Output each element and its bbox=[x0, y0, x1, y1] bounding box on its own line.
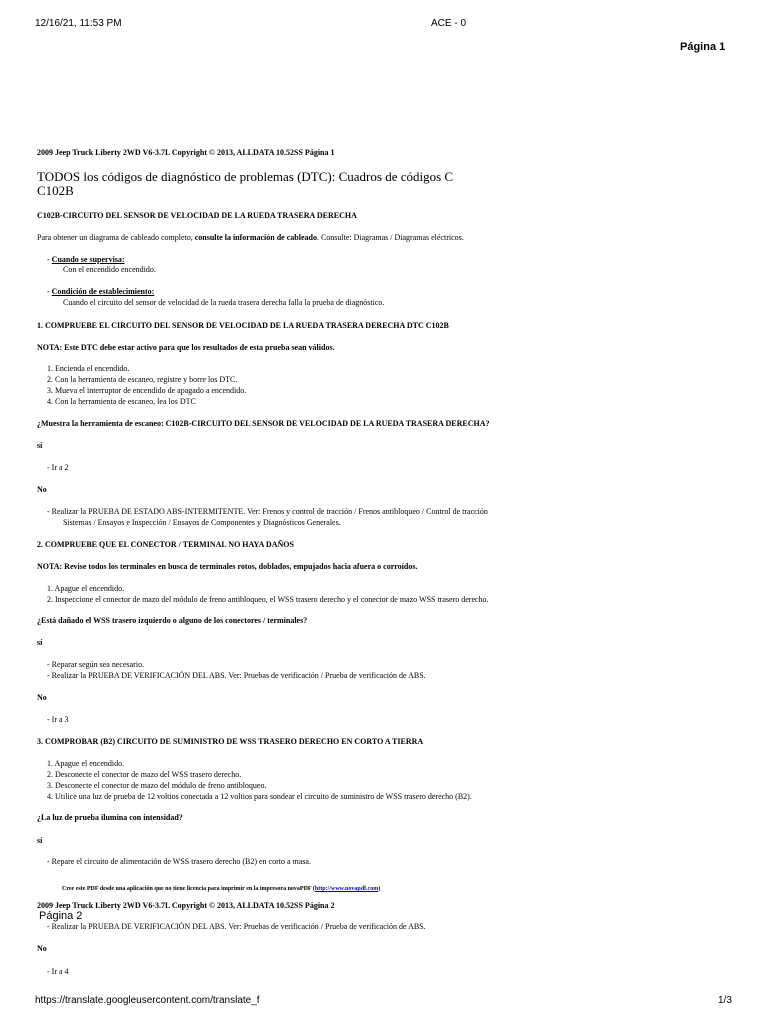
doc-header-2: 2009 Jeep Truck Liberty 2WD V6-3.7L Copyright © 2013, ALLDATA 10.52SS Página 2 bbox=[37, 901, 335, 910]
wiring-paragraph bbox=[37, 233, 464, 242]
condition-label: Condición de establecimiento: bbox=[51, 287, 155, 296]
step3-no-action: - Ir a 4 bbox=[47, 967, 69, 976]
step1-question: ¿Muestra la herramienta de escaneo: C102B-CIRCUITO DEL SENSOR DE VELOCIDAD DE LA RUEDA TRASERA DERECHA? bbox=[37, 419, 490, 428]
wiring-link-text: consulte la información de cableado bbox=[194, 233, 317, 242]
step3-heading: 3. COMPROBAR (B2) CIRCUITO DE SUMINISTRO DE WSS TRASERO DERECHO EN CORTO A TIERRA bbox=[37, 737, 424, 746]
doc-title-line1: TODOS los códigos de diagnóstico de problemas (DTC): Cuadros de códigos C bbox=[37, 169, 454, 184]
wiring-prefix: Para obtener un diagrama de cableado completo, bbox=[37, 233, 195, 242]
section-heading: C102B-CIRCUITO DEL SENSOR DE VELOCIDAD DE LA RUEDA TRASERA DERECHA bbox=[37, 211, 357, 220]
step2-item-2: 2. Inspeccione el conector de mazo del módulo de freno antibloqueo, el WSS trasero derecho y el conector de mazo WSS trasero derecho. bbox=[47, 595, 489, 604]
page-label-1: Página 1 bbox=[680, 41, 726, 53]
print-datetime: 12/16/21, 11:53 PM bbox=[35, 18, 122, 29]
step1-item-1: 1. Encienda el encendido. bbox=[47, 364, 130, 373]
step3-item-1: 1. Apague el encendido. bbox=[47, 759, 125, 768]
step1-no-action-1: - Realizar la PRUEBA DE ESTADO ABS-INTERMITENTE. Ver: Frenos y control de tracción / Frenos antibloqueo / Control de tracción bbox=[47, 507, 488, 516]
step2-no-label: No bbox=[37, 693, 47, 702]
monitored-detail: Con el encendido encendido. bbox=[63, 265, 156, 274]
novapdf-link[interactable]: http://www.novapdf.com bbox=[314, 886, 379, 892]
step2-no-action: - Ir a 3 bbox=[47, 715, 69, 724]
pdf-notice-text: Cree este PDF desde una aplicación que no tiene licencia para imprimir en la impresora novaPDF ( bbox=[62, 886, 315, 892]
step3-yes-label: sí bbox=[37, 836, 43, 845]
step3-no-label: No bbox=[37, 944, 47, 953]
step2-heading: 2. COMPRUEBE QUE EL CONECTOR / TERMINAL NO HAYA DAÑOS bbox=[37, 540, 294, 549]
step1-yes-label: sí bbox=[37, 441, 43, 450]
step1-no-label: No bbox=[37, 485, 47, 494]
step1-heading: 1. COMPRUEBE EL CIRCUITO DEL SENSOR DE VELOCIDAD DE LA RUEDA TRASERA DERECHA DTC C102B bbox=[37, 321, 449, 330]
step2-yes-action-1: - Reparar según sea necesario. bbox=[47, 660, 145, 669]
monitored-item bbox=[47, 255, 125, 264]
step3-yes-action-p2: - Realizar la PRUEBA DE VERIFICACIÓN DEL ABS. Ver: Pruebas de verificación / Prueba de verificación de ABS. bbox=[47, 922, 426, 931]
condition-item bbox=[47, 287, 154, 296]
doc-header-1: 2009 Jeep Truck Liberty 2WD V6-3.7L Copyright © 2013, ALLDATA 10.52SS Página 1 bbox=[37, 148, 335, 157]
step3-item-2: 2. Desconecte el conector de mazo del WSS trasero derecho. bbox=[47, 770, 242, 779]
step2-question: ¿Está dañado el WSS trasero izquierdo o alguno de los conectores / terminales? bbox=[37, 616, 308, 625]
step2-yes-label: sí bbox=[37, 638, 43, 647]
wiring-suffix: . Consulte: Diagramas / Diagramas eléctricos. bbox=[316, 233, 464, 242]
step1-item-2: 2. Con la herramienta de escaneo, registre y borre los DTC. bbox=[47, 375, 238, 384]
step3-item-4: 4. Utilice una luz de prueba de 12 voltios conectada a 12 voltios para sondear el circuito de suministro de WSS trasero derecho (B2). bbox=[47, 792, 472, 801]
step3-item-3: 3. Desconecte el conector de mazo del módulo de freno antibloqueo. bbox=[47, 781, 267, 790]
step1-item-3: 3. Mueva el interruptor de encendido de apagado a encendido. bbox=[47, 386, 247, 395]
condition-detail: Cuando el circuito del sensor de velocidad de la rueda trasera derecha falla la prueba de diagnóstico. bbox=[63, 298, 385, 307]
page-label-2: Página 2 bbox=[39, 910, 83, 922]
print-footer-url: https://translate.googleusercontent.com/translate_f bbox=[35, 995, 260, 1006]
pdf-notice bbox=[62, 886, 380, 892]
step1-yes-action: - Ir a 2 bbox=[47, 463, 69, 472]
pdf-notice-close: ) bbox=[378, 886, 381, 892]
monitored-label: Cuando se supervisa: bbox=[51, 255, 125, 264]
step2-note: NOTA: Revise todos los terminales en busca de terminales rotos, doblados, empujados hacia afuera o corroídos. bbox=[37, 562, 418, 571]
dash: - bbox=[47, 255, 52, 264]
doc-title-line2: C102B bbox=[37, 183, 74, 198]
step1-item-4: 4. Con la herramienta de escaneo, lea los DTC bbox=[47, 397, 196, 406]
step2-yes-action-2: - Realizar la PRUEBA DE VERIFICACIÓN DEL ABS. Ver: Pruebas de verificación / Prueba de verificación de ABS. bbox=[47, 671, 426, 680]
step3-yes-action: - Repare el circuito de alimentación de WSS trasero derecho (B2) en corto a masa. bbox=[47, 857, 311, 866]
dash: - bbox=[47, 287, 52, 296]
step2-item-1: 1. Apague el encendido. bbox=[47, 584, 125, 593]
step1-note: NOTA: Este DTC debe estar activo para que los resultados de esta prueba sean válidos. bbox=[37, 343, 335, 352]
print-footer-pagination: 1/3 bbox=[718, 995, 732, 1006]
step3-question: ¿La luz de prueba ilumina con intensidad? bbox=[37, 813, 183, 822]
step1-no-action-2: Sistemas / Ensayos e Inspección / Ensayos de Componentes y Diagnósticos Generales. bbox=[63, 518, 341, 527]
print-title: ACE - 0 bbox=[431, 18, 467, 29]
